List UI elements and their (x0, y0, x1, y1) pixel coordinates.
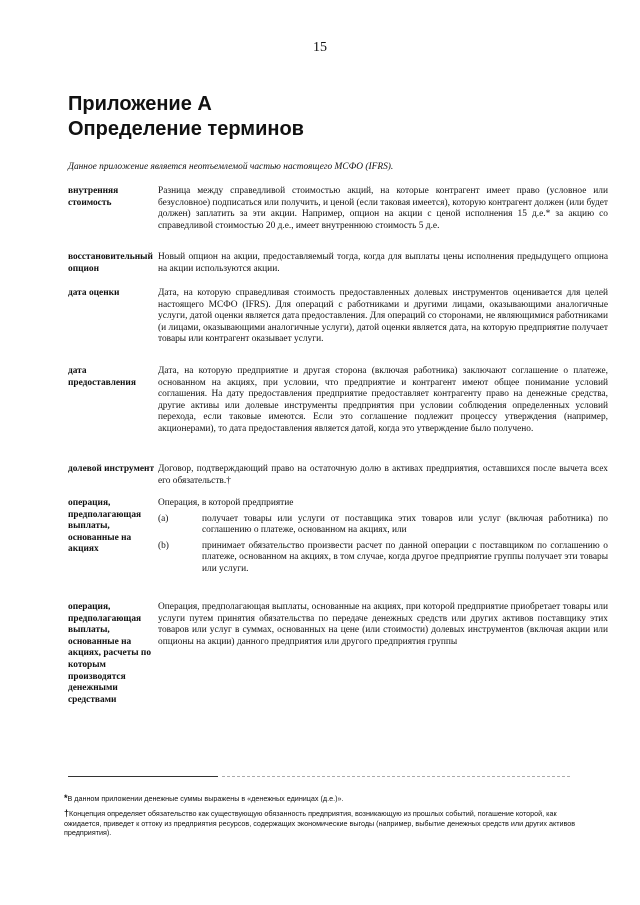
list-item (158, 514, 608, 537)
appendix-heading (68, 92, 304, 142)
footnote-text: Концепция определяет обязательство как существующую обязанность предприятия, возникающую из прошлых событий, погашение которой, как ожидается, приведет к оттоку из предприятия ресурсов, содержащих экономические выгоды (например, выбытие денежных средств или других активов предприятия). (64, 809, 576, 838)
definition: Новый опцион на акции, предоставляемый тогда, когда для выплаты цены исполнения предыдущего опциона на акции используются акции. (158, 252, 608, 274)
term: внутренняя стоимость (68, 186, 119, 208)
definition-entry (68, 498, 608, 602)
definition-entry (68, 288, 608, 366)
list-text: принимает обязательство произвести расчет по данной операции с поставщиком по соглашению о платеже, основанном на акциях, в том случае, когда другое предприятие группы получает эти товары или услуги. (202, 540, 608, 574)
list-item (158, 541, 608, 576)
footnote-separator-dashed (222, 776, 570, 777)
intro-text: Данное приложение является неотъемлемой частью настоящего МСФО (IFRS). (68, 162, 394, 172)
footnotes (64, 794, 576, 844)
footnote-separator (68, 776, 218, 777)
list-marker: (a) (158, 513, 169, 524)
definition-entry (68, 602, 608, 706)
footnote (64, 809, 576, 837)
term: дата оценки (68, 288, 120, 298)
term: восстановительный опцион (68, 252, 153, 274)
list-text: получает товары или услуги от поставщика этих товаров или услуг (включая работника) по соглашению о платеже, основанном на акциях, или (202, 513, 608, 536)
heading-line-1: Приложение А (68, 93, 212, 115)
definition-entry (68, 366, 608, 464)
definition-block (158, 498, 608, 602)
footnote (64, 794, 576, 803)
footnote-mark: † (64, 808, 70, 819)
page-number: 15 (313, 40, 327, 55)
definition: Разница между справедливой стоимостью акций, на которые контрагент имеет право (условное или безусловное) подписаться или получить, и ценой (если таковая имеется), которую контрагент должен (или будет должен) заплатить за эти акции. Например, опцион на акции с ценой исполнения 15 д.е.* за акцию со справедливой стоимостью 20 д.е., имеет внутреннюю стоимость 5 д.е. (158, 186, 608, 231)
footnote-mark: * (64, 793, 68, 803)
term: дата предоставления (68, 366, 136, 388)
definition: Операция, в которой предприятие (158, 498, 294, 508)
definition-entry (68, 464, 608, 498)
footnote-text: В данном приложении денежные суммы выражены в «денежных единицах (д.е.)». (67, 794, 344, 803)
definitions-list (68, 186, 608, 706)
term: операция, предполагающая выплаты, основанные на акциях (68, 498, 142, 555)
definition: Операция, предполагающая выплаты, основанные на акциях, при которой предприятие приобретает товары или услуги путем принятия обязательства по передаче денежных средств или других активов поставщику этих товаров или услуг в суммах, основанных на цене (или стоимости) долевых инструментов (включая акции или опционы на акции) данного предприятия или другого предприятия группы (158, 602, 608, 647)
definition: Дата, на которую предприятие и другая сторона (включая работника) заключают соглашение о платеже, основанном на акциях, при условии, что предприятие и контрагент имеют общее понимание условий соглашения. На дату предоставления предприятие предоставляет контрагенту право на денежные средства, другие активы или долевые инструменты предприятия при условии соблюдения определенных условий перехода, если таковые имеются. Если это соглашение подлежит процессу утверждения (например, акционерами), то дата предоставления является датой, когда это утверждение было получено. (158, 366, 608, 434)
definition: Договор, подтверждающий право на остаточную долю в активах предприятия, оставшихся после вычета всех его обязательств.† (158, 464, 608, 486)
term: операция, предполагающая выплаты, основанные на акциях, расчеты по которым производятся денежными средствами (68, 602, 152, 705)
definition-entry (68, 252, 608, 288)
list-marker: (b) (158, 540, 169, 551)
definition: Дата, на которую справедливая стоимость предоставленных долевых инструментов оценивается для целей настоящего МСФО (IFRS). Для операций с работниками и другими лицами, оказывающими аналогичные услуги, датой оценки является дата предоставления. Для операций со сторонами, не являющимися работниками (и лицами, оказывающими аналогичные услуги), датой оценки является дата, на которую предприятие получает товары или контрагент оказывает услуги. (158, 288, 608, 345)
heading-line-2: Определение терминов (68, 118, 304, 140)
definition-entry (68, 186, 608, 252)
term: долевой инструмент (68, 464, 155, 474)
